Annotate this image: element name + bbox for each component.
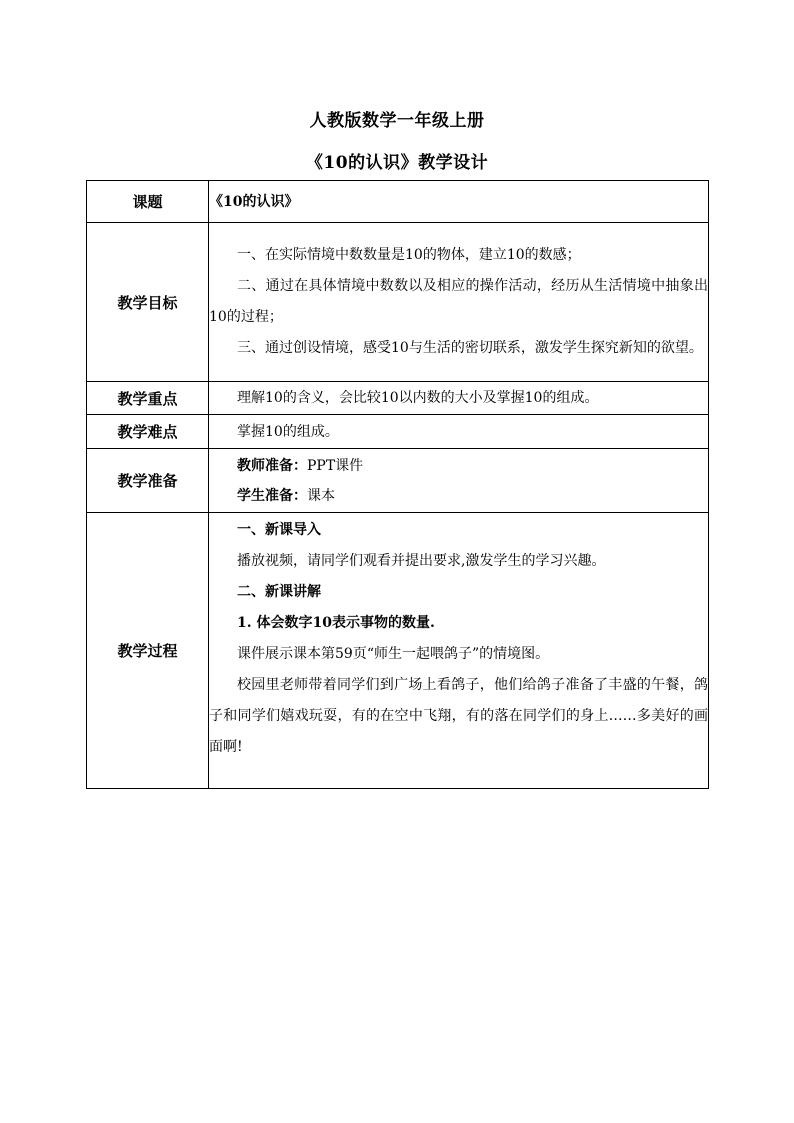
student-preparation-label: 学生准备： [237, 487, 307, 504]
goals-content [209, 223, 709, 382]
teacher-preparation [209, 451, 708, 481]
lesson-plan-table [86, 180, 709, 789]
row-difficulties [87, 415, 709, 449]
student-preparation [209, 481, 708, 511]
teacher-preparation-label: 教师准备： [237, 457, 307, 474]
preparation-content [209, 449, 709, 513]
row-goals [87, 223, 709, 382]
goal-item: 二、通过在具体情境中数数以及相应的操作活动，经历从生活情境中抽象出10的过程； [209, 278, 708, 325]
document-subtitle: 《10的认识》教学设计 [305, 153, 489, 173]
difficulties-value: 掌握10的组成。 [209, 415, 709, 449]
difficulties-label: 教学难点 [87, 415, 209, 449]
goal-item: 三、通过创设情境，感受10与生活的密切联系，激发学生探究新知的欲望。 [237, 340, 703, 356]
teacher-preparation-value: PPT课件 [307, 457, 364, 474]
document-title: 人教版数学一年级上册 [309, 111, 485, 131]
section-text: 播放视频，请同学们观看并提出要求,激发学生的学习兴趣。 [237, 553, 606, 569]
student-preparation-value: 课本 [307, 487, 335, 504]
row-topic [87, 181, 709, 223]
topic-label: 课题 [87, 181, 209, 223]
section-heading: 二、新课讲解 [237, 584, 321, 600]
point-heading: 1. 体会数字10表示事物的数量. [237, 615, 435, 631]
preparation-label: 教学准备 [87, 449, 209, 513]
process-content [209, 513, 709, 789]
point-text: 课件展示课本第59页“师生一起喂鸽子”的情境图。 [237, 646, 550, 662]
section-heading: 一、新课导入 [237, 522, 321, 538]
goals-label: 教学目标 [87, 223, 209, 382]
row-key-points [87, 382, 709, 415]
key-points-label: 教学重点 [87, 382, 209, 415]
process-label: 教学过程 [87, 513, 209, 789]
point-story: 校园里老师带着同学们到广场上看鸽子，他们给鸽子准备了丰盛的午餐，鸽子和同学们嬉戏玩耍，有的在空中飞翔，有的落在同学们的身上……多美好的画面啊! [209, 677, 708, 755]
topic-value: 《10的认识》 [209, 181, 709, 223]
goal-item: 一、在实际情境中数数量是10的物体，建立10的数感； [237, 247, 581, 263]
row-preparation [87, 449, 709, 513]
key-points-value: 理解10的含义，会比较10以内数的大小及掌握10的组成。 [209, 382, 709, 415]
row-process [87, 513, 709, 789]
